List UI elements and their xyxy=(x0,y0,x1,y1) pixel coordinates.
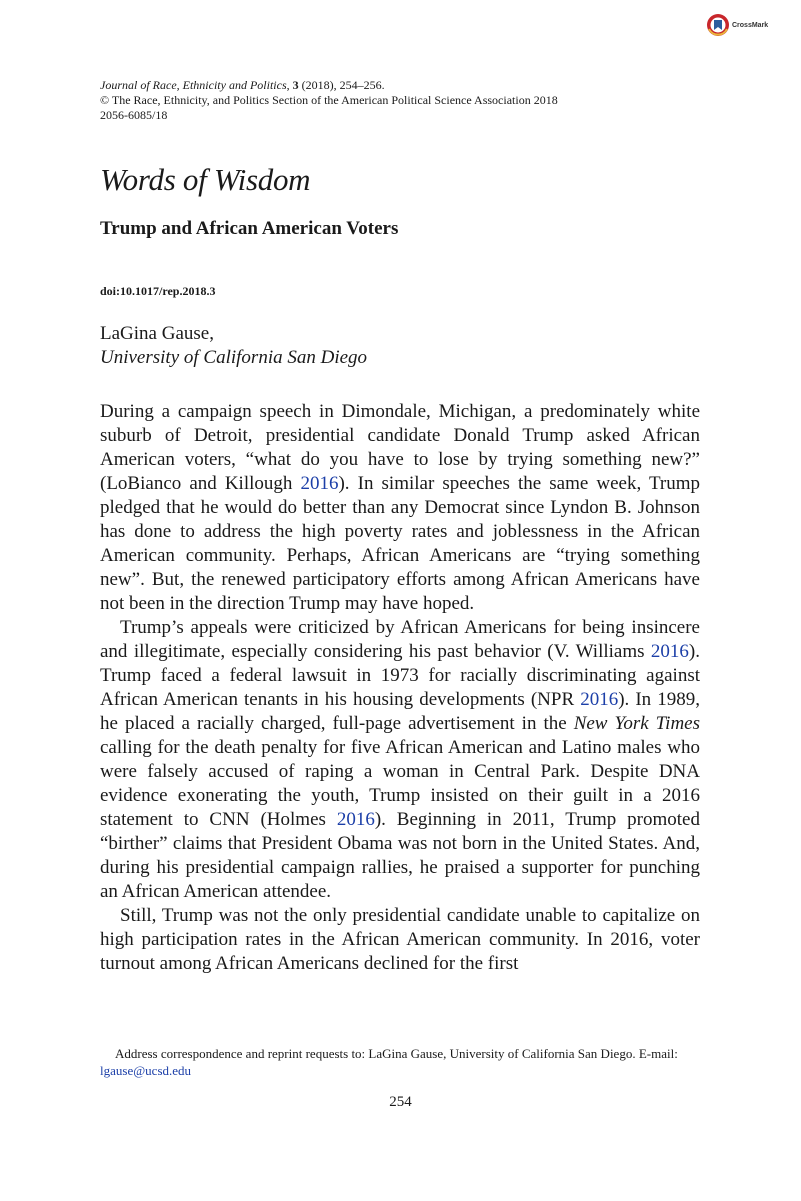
article-body xyxy=(100,400,700,976)
doi[interactable]: doi:10.1017/rep.2018.3 xyxy=(100,284,216,298)
author-affiliation: University of California San Diego xyxy=(100,347,368,368)
email-link[interactable]: lgause@ucsd.edu xyxy=(100,1063,192,1078)
citation-link[interactable]: 2016 xyxy=(336,809,375,830)
author-name: LaGina Gause, xyxy=(100,323,214,344)
paragraph-text: Trump’s appeals were criticized by African Americans for being insincere and illegitimate, especially considering his past behavior (V. Williams xyxy=(100,617,700,662)
paragraph-text: ). In similar speeches the same week, Trump pledged that he would do better than any Democrat since Lyndon B. Johnson has done to address the high poverty rates and joblessness in the African American community. Perhaps, African Americans are “trying something new”. But, the renewed participatory efforts among African Americans have not been in the direction Trump may have hoped. xyxy=(100,473,701,614)
journal-year-pages: (2018), 254–256. xyxy=(298,78,385,92)
citation-link[interactable]: 2016 xyxy=(580,689,619,710)
footnote-text: Address correspondence and reprint requests to: LaGina Gause, University of California San Diego. E-mail: xyxy=(115,1046,678,1061)
crossmark-icon xyxy=(706,12,730,38)
section-title: Words of Wisdom xyxy=(100,162,311,197)
newspaper-title: New York Times xyxy=(573,713,701,734)
journal-header xyxy=(100,78,558,123)
journal-name: Journal of Race, Ethnicity and Politics xyxy=(100,78,287,92)
paragraph-text: ). Beginning in 2011, Trump promoted “birther” claims that President Obama was not born in the United States. And, during his presidential campaign rallies, he praised a supporter for punching an African American attendee. xyxy=(100,809,700,902)
article-title: Trump and African American Voters xyxy=(100,218,399,239)
copyright-line: © The Race, Ethnicity, and Politics Section of the American Political Science Association 2018 xyxy=(100,93,558,107)
correspondence-footnote xyxy=(100,1045,700,1079)
paragraph-text: calling for the death penalty for five African American and Latino males who were falsely accused of raping a woman in Central Park. Despite DNA evidence exonerating the youth, Trump insisted on their guilt in a 2016 statement to CNN (Holmes xyxy=(100,737,700,830)
paragraph-3 xyxy=(100,904,700,976)
paragraph-text: ). In 1989, he placed a racially charged, full-page advertisement in the xyxy=(100,689,700,734)
page-number: 254 xyxy=(389,1094,412,1110)
paragraph-text: During a campaign speech in Dimondale, Michigan, a predominately white suburb of Detroit, presidential candidate Donald Trump asked African American voters, “what do you have to lose by trying something new?” (LoBianco and Killough xyxy=(100,401,700,494)
citation-link[interactable]: 2016 xyxy=(650,641,689,662)
paragraph-text: ). Trump faced a federal lawsuit in 1973 for racially discriminating against African American tenants in his housing developments (NPR xyxy=(100,641,700,710)
crossmark-badge[interactable] xyxy=(706,12,768,38)
comma-separator: , xyxy=(286,78,293,92)
journal-citation xyxy=(100,78,558,93)
citation-link[interactable]: 2016 xyxy=(300,473,339,494)
paragraph-1 xyxy=(100,400,700,616)
journal-volume: 3 xyxy=(292,78,299,92)
paragraph-text: Still, Trump was not the only presidential candidate unable to capitalize on high participation rates in the African American community. In 2016, voter turnout among African Americans declined for the first xyxy=(100,905,700,974)
author-block xyxy=(100,322,367,370)
issn-line: 2056-6085/18 xyxy=(100,108,168,122)
crossmark-label: CrossMark xyxy=(732,21,769,29)
paragraph-2 xyxy=(100,616,700,904)
